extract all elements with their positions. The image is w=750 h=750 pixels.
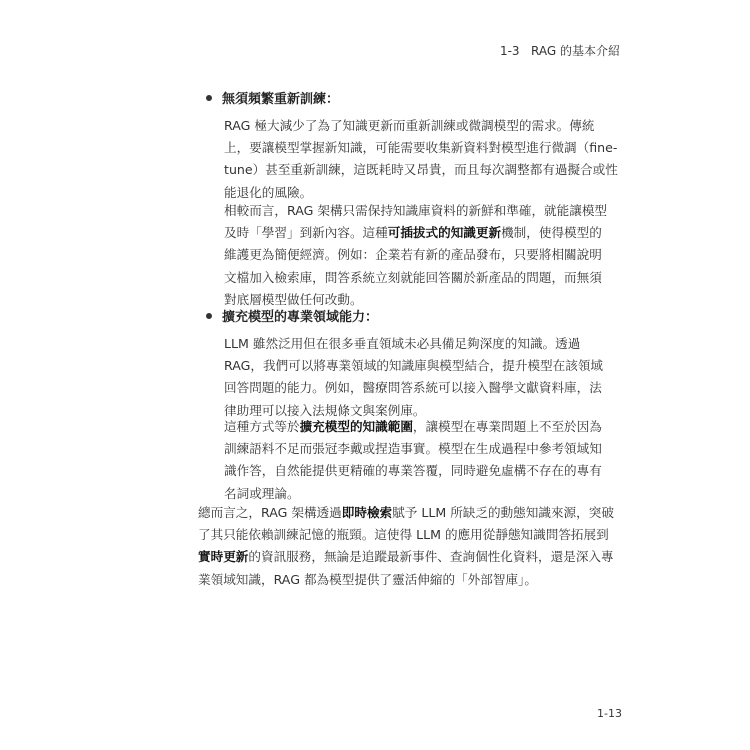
emphasis: 實時更新 <box>198 549 249 565</box>
text-line <box>198 546 614 568</box>
text-line: 相較而言，RAG 架構只需保持知識庫資料的新鮮和準確，就能讓模型 <box>224 203 608 218</box>
text-line: 回答問題的能力。例如，醫療問答系統可以接入醫學文獻資料庫，法 <box>224 380 602 396</box>
text-line <box>198 502 614 524</box>
text-line: 維護更為簡便經濟。例如：企業若有新的產品發布，只要將相關說明 <box>224 247 602 263</box>
paragraph <box>224 115 618 204</box>
summary-paragraph <box>198 502 614 591</box>
emphasis: 即時檢索 <box>341 505 393 520</box>
text-line: LLM 雖然泛用但在很多垂直領域未必具備足夠深度的知識。透過 <box>224 336 581 351</box>
emphasis: 擴充模型的知識範圍 <box>299 419 413 434</box>
paragraph <box>224 416 602 505</box>
text-line: 業領域知識，RAG 都為模型提供了靈活伸縮的「外部智庫」。 <box>198 571 537 587</box>
section-title: RAG 的基本介紹 <box>531 44 620 58</box>
paragraph <box>224 200 608 311</box>
text-line: RAG，我們可以將專業領域的知識庫與模型結合，提升模型在該領域 <box>224 358 604 374</box>
bullet-title: 無須頻繁重新訓練： <box>222 92 340 107</box>
text-span: 的資訊服務，無論是追蹤最新事件、查詢個性化資料，還是深入專 <box>248 549 614 565</box>
text-span: 總而言之，RAG 架構透過 <box>198 505 342 520</box>
text-line: 識作答，自然能提供更精確的專業答覆，同時避免虛構不存在的專有 <box>224 463 602 479</box>
section-number: 1-3 <box>499 44 520 58</box>
text-line: tune）甚至重新訓練，這既耗時又昂貴，而且每次調整都有過擬合或性 <box>224 162 618 178</box>
text-span: ，讓模型在專業問題上不至於因為 <box>412 419 602 434</box>
bullet-no-retraining <box>206 88 339 107</box>
text-line: 上，要讓模型掌握新知識，可能需要收集新資料對模型進行微調（fine- <box>224 140 618 156</box>
page-number: 1-13 <box>597 707 622 720</box>
bullet-domain-expansion <box>206 306 378 325</box>
text-line: 律助理可以接入法規條文與案例庫。 <box>224 402 426 418</box>
bullet-dot-icon <box>206 95 212 101</box>
text-span: 這種方式等於 <box>224 419 300 434</box>
running-header <box>500 42 620 59</box>
bullet-dot-icon <box>206 313 212 319</box>
text-span: 及時「學習」到新內容。這種 <box>224 225 388 241</box>
text-line: 名詞或理論。 <box>224 485 300 501</box>
text-line: 訓練語料不足而張冠李戴或捏造事實。模型在生成過程中參考領域知 <box>224 441 602 457</box>
text-line: 能退化的風險。 <box>224 184 313 200</box>
text-line: 對底層模型做任何改動。 <box>224 291 363 307</box>
emphasis: 可插拔式的知識更新 <box>387 225 502 241</box>
text-span: 賦予 LLM 所缺乏的動態知識來源，突破 <box>392 505 614 520</box>
text-line <box>224 222 602 244</box>
paragraph <box>224 333 604 422</box>
text-line <box>224 416 602 438</box>
bullet-title: 擴充模型的專業領域能力： <box>222 310 379 325</box>
text-line: 文檔加入檢索庫，問答系統立刻就能回答關於新產品的問題，而無須 <box>224 269 602 285</box>
text-line: RAG 極大減少了為了知識更新而重新訓練或微調模型的需求。傳統 <box>224 118 595 133</box>
text-line: 了其只能依賴訓練記憶的瓶頸。這使得 LLM 的應用從靜態知識問答拓展到 <box>198 527 609 543</box>
text-span: 機制，使得模型的 <box>501 225 602 241</box>
